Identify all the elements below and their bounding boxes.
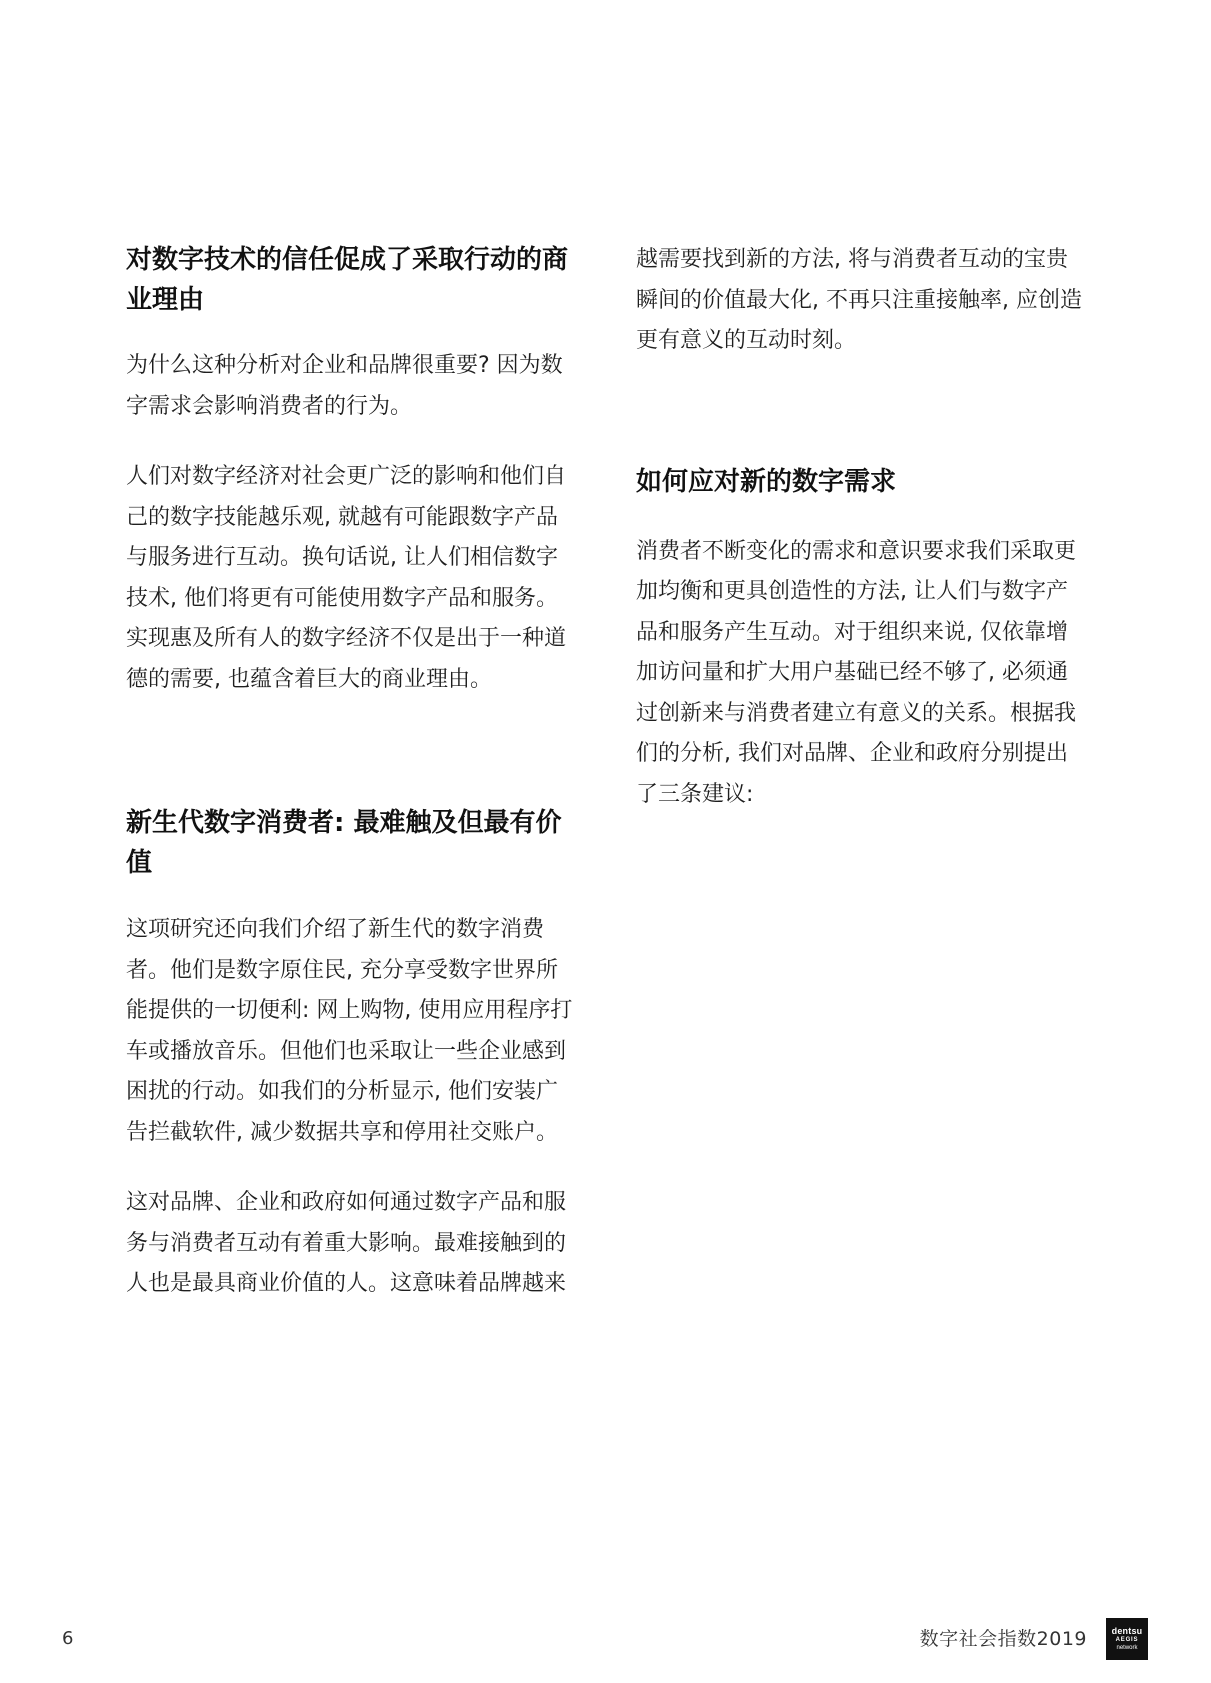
paragraph-digital-natives: 这项研究还向我们介绍了新生代的数字消费者。他们是数字原住民, 充分享受数字世界所能提供的一切便利: 网上购物, 使用应用程序打车或播放音乐。但他们也采取让一些企业感到困扰的行动。如我们的分析显示, 他们安装广告拦截软件, 减少数据共享和停用社交账户。 [126,917,573,1145]
section-heading-respond: 如何应对新的数字需求 [636,466,897,497]
logo-text-dentsu: dentsu [1111,1626,1143,1636]
paragraph-why-important: 为什么这种分析对企业和品牌很重要? 因为数字需求会影响消费者的行为。 [126,353,563,419]
section-heading-trust: 对数字技术的信任促成了采取行动的商业理由 [126,245,569,315]
paragraph-implications: 这对品牌、企业和政府如何通过数字产品和服务与消费者互动有着重大影响。最难接触到的人也是最具商业价值的人。这意味着品牌越来 [126,1190,567,1296]
report-title: 数字社会指数2019 [919,1628,1087,1650]
section-heading-new-consumers: 新生代数字消费者: 最难触及但最有价值 [126,808,562,878]
paragraph-continued: 越需要找到新的方法, 将与消费者互动的宝贵瞬间的价值最大化, 不再只注重接触率, 应创造更有意义的互动时刻。 [636,247,1082,353]
paragraph-optimism: 人们对数字经济对社会更广泛的影响和他们自己的数字技能越乐观, 就越有可能跟数字产品与服务进行互动。换句话说, 让人们相信数字技术, 他们将更有可能使用数字产品和服务。实现惠及所有人的数字经济不仅是出于一种道德的需要, 也蕴含着巨大的商业理由。 [126,464,567,692]
logo-text-aegis: AEGIS [1115,1637,1139,1643]
page-number: 6 [62,1628,74,1649]
right-column [636,240,1086,815]
left-column [126,240,576,1305]
paragraph-recommendations: 消费者不断变化的需求和意识要求我们采取更加均衡和更具创造性的方法, 让人们与数字产品和服务产生互动。对于组织来说, 仅依靠增加访问量和扩大用户基础已经不够了, 必须通过创新来与消费者建立有意义的关系。根据我们的分析, 我们对品牌、企业和政府分别提出了三条建议: [636,538,1077,807]
logo-text-network: network [1116,1645,1138,1651]
dentsu-aegis-logo [1106,1618,1148,1660]
